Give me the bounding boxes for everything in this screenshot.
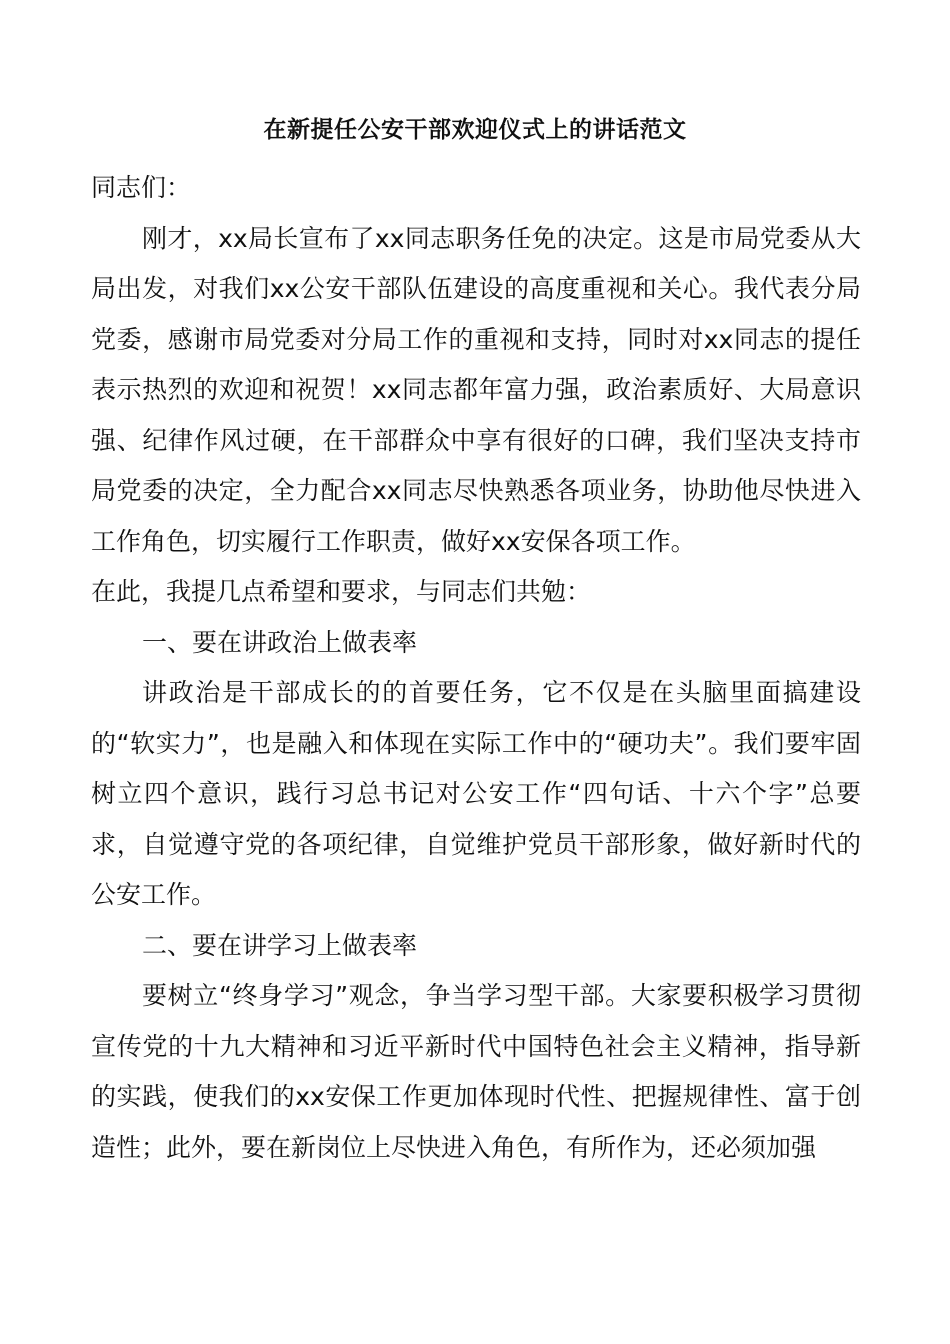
paragraph-transition: 在此，我提几点希望和要求，与同志们共勉： [91,577,592,606]
section-heading-1: 一、要在讲政治上做表率 [142,627,418,657]
document-title: 在新提任公安干部欢迎仪式上的讲话范文 [263,117,687,143]
paragraph-opening: 刚才，xx局长宣布了xx同志职务任免的决定。这是市局党委从大局出发，对我们xx公安干部队伍建设的高度重视和关心。我代表分局党委，感谢市局党委对分局工作的重视和支持，同时对xx同志的提任表示热烈的欢迎和祝贺！xx同志都年富力强，政治素质好、大局意识强、纪律作风过硬，在干部群众中享有很好的口碑，我们坚决支持市局党委的决定，全力配合xx同志尽快熟悉各项业务，协助他尽快进入工作角色，切实履行工作职责，做好xx安保各项工作。 [91,223,861,556]
paragraph-learning: 要树立“终身学习”观念，争当学习型干部。大家要积极学习贯彻宣传党的十九大精神和习近平新时代中国特色社会主义精神，指导新的实践，使我们的xx安保工作更加体现时代性、把握规律性、富于创造性；此外，要在新岗位上尽快进入角色，有所作为，还必须加强 [91,981,861,1162]
section-heading-2: 二、要在讲学习上做表率 [142,930,418,960]
paragraph-politics: 讲政治是干部成长的的首要任务，它不仅是在头脑里面搞建设的“软实力”，也是融入和体现在实际工作中的“硬功夫”。我们要牢固树立四个意识，践行习总书记对公安工作“四句话、十六个字”总要求，自觉遵守党的各项纪律，自觉维护党员干部形象，做好新时代的公安工作。 [91,678,861,909]
salutation: 同志们： [91,173,192,202]
document-body [91,163,861,1173]
